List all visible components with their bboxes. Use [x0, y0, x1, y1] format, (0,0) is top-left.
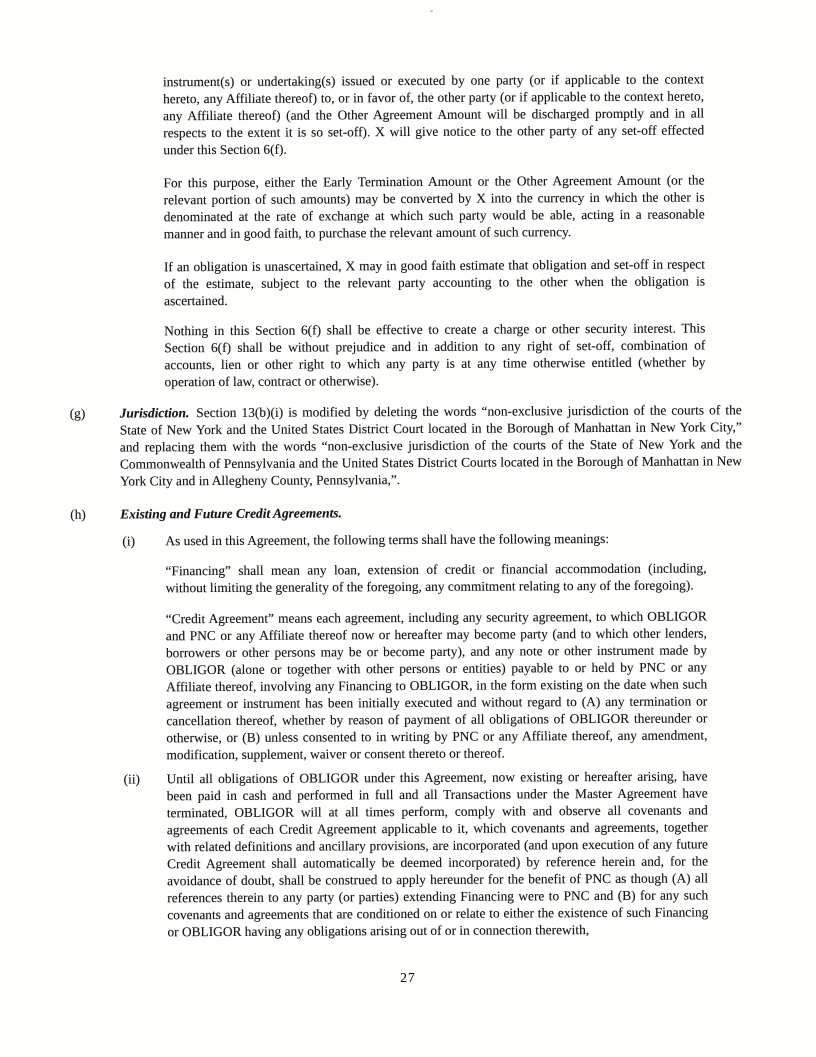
clause-i-text: As used in this Agreement, the following terms shall have the following meanings: [165, 530, 610, 549]
paragraph-financing-definition: “Financing” shall mean any loan, extension of credit or financial accommodation (including, without limiting the generality of the foregoing, any commitment relating to any of the foregoing). [165, 560, 707, 596]
section-g-text: Section 13(b)(i) is modified by deleting the words “non-exclusive jurisdiction of the courts of the State of New York and the United States District Court located in the Borough of Manhattan in New York City,” and replacing them with the words “non-exclusive jurisdiction of the courts of the State of New York and the Commonwealth of Pennsylvania and the United States District Courts located in the Borough of Manhattan in New York City and in Allegheny County, Pennsylvania,”. [119, 402, 742, 489]
section-g [70, 401, 816, 490]
clause-ii-label: (ii) [123, 771, 141, 787]
paragraph-setoff-instruments: instrument(s) or undertaking(s) issued or executed by one party (or if applicable to the context hereto, any Affiliate thereof) to, or in favor of, the other party (or if applicable to the context hereto, any Affiliate thereof) (and the Other Agreement Amount will be discharged promptly and in all respects to the extent it is so set-off). X will give notice to the other party of any set-off effected under this Section 6(f). [162, 71, 705, 158]
clause-i-label: (i) [122, 533, 136, 549]
section-h-paragraph [120, 502, 742, 522]
page-number: 27 [400, 970, 416, 985]
section-h-heading: Existing and Future Credit Agreements. [120, 505, 342, 522]
paragraph-setoff-estimate: If an obligation is unascertained, X may in good faith estimate that obligation and set-off in respect of the estimate, subject to the relevant party accounting to the other when the obligation is ascertained. [163, 256, 706, 309]
paragraph-setoff-no-charge: Nothing in this Section 6(f) shall be effective to create a charge or other security interest. This Section 6(f) shall be without prejudice and in addition to any right of set-off, combination of accounts, lien or other right to which any party is at any time otherwise entitled (whether by operation of law, contract or otherwise). [164, 320, 706, 390]
section-h [70, 502, 816, 523]
section-g-paragraph [120, 401, 742, 489]
section-g-label: (g) [69, 405, 86, 421]
section-h-label: (h) [70, 506, 86, 522]
clause-i [122, 529, 816, 550]
paragraph-setoff-conversion: For this purpose, either the Early Termination Amount or the Other Agreement Amount (or the relevant portion of such amounts) may be converted by X into the currency in which the other is denominated at the rate of exchange at which such party would be able, acting in a reasonable manner and in good faith, to purchase the relevant amount of such currency. [163, 172, 705, 242]
paragraph-credit-agreement-definition: “Credit Agreement” means each agreement, including any security agreement, to which OBLIGOR and PNC or any Affiliate thereof now or hereafter may become party (and to which other lenders, borrowers or other persons may be or become party), and any note or other instrument made by OBLIGOR (alone or together with other persons or entities) payable to or held by PNC or any Affiliate thereof, involving any Financing to OBLIGOR, in the form existing on the date when such agreement or instrument has been initially executed and without regard to (A) any termination or cancellation thereof, whether by reason of payment of all obligations of OBLIGOR thereunder or otherwise, or (B) unless consented to in writing by PNC or any Affiliate thereof, any amendment, modification, supplement, waiver or consent thereto or thereof. [165, 608, 708, 763]
clause-ii-text: Until all obligations of OBLIGOR under this Agreement, now existing or hereafter arising, have been paid in cash and performed in full and all Transactions under the Master Agreement have terminated, OBLIGOR will at all times perform, comply with and observe all covenants and agreements of each Credit Agreement applicable to it, which covenants and agreements, together with related definitions and ancillary provisions, are incorporated (and upon execution of any future Credit Agreement shall automatically be deemed incorporated) by reference herein and, for the avoidance of doubt, shall be construed to apply hereunder for the benefit of PNC as though (A) all references therein to any party (or parties) extending Financing were to PNC and (B) for any such covenants and agreements that are conditioned on or relate to either the existence of such Financing or OBLIGOR having any obligations arising out of or in connection therewith, [166, 768, 709, 940]
clause-ii [124, 767, 816, 941]
section-g-heading: Jurisdiction. [119, 405, 190, 421]
